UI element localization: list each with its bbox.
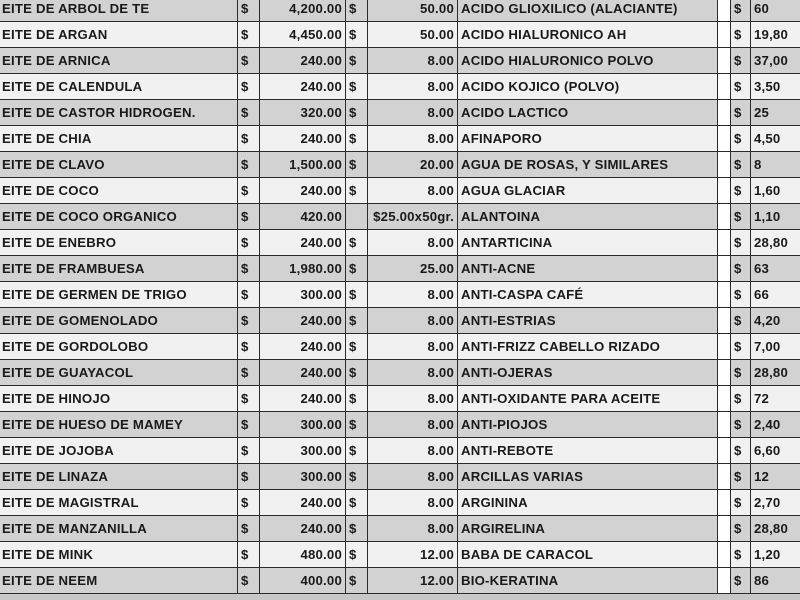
left-price-value: 320.00 (260, 100, 346, 126)
right-price-currency: $ (731, 516, 751, 542)
column-gap (718, 230, 731, 256)
left-price-currency: $ (238, 256, 260, 282)
left-product-name: EITE DE MINK (0, 542, 238, 568)
left-small-price-value: 50.00 (368, 22, 458, 48)
left-small-price-value: 8.00 (368, 74, 458, 100)
left-small-price-value: 8.00 (368, 48, 458, 74)
right-product-name: ALANTOINA (458, 204, 718, 230)
right-price-currency: $ (731, 568, 751, 594)
left-small-currency: $ (346, 22, 368, 48)
right-price-currency: $ (731, 464, 751, 490)
left-small-currency: $ (346, 490, 368, 516)
left-product-name: EITE DE MANZANILLA (0, 516, 238, 542)
right-product-name: ANTARTICINA (458, 230, 718, 256)
left-small-currency: $ (346, 282, 368, 308)
right-price-value: 7,00 (751, 334, 800, 360)
left-small-price-value: 8.00 (368, 360, 458, 386)
left-price-value: 300.00 (260, 438, 346, 464)
left-product-name: EITE DE ARGAN (0, 22, 238, 48)
left-small-price-value: 8.00 (368, 386, 458, 412)
table-row (0, 516, 800, 542)
left-small-price-value: 20.00 (368, 152, 458, 178)
column-gap (718, 334, 731, 360)
left-price-currency: $ (238, 360, 260, 386)
right-product-name: ARGIRELINA (458, 516, 718, 542)
left-small-currency: $ (346, 438, 368, 464)
left-price-currency: $ (238, 48, 260, 74)
left-product-name: EITE DE CALENDULA (0, 74, 238, 100)
left-price-currency: $ (238, 464, 260, 490)
left-price-value: 240.00 (260, 308, 346, 334)
right-price-currency: $ (731, 490, 751, 516)
right-price-currency: $ (731, 386, 751, 412)
right-price-value: 25 (751, 100, 800, 126)
left-small-price-value: 8.00 (368, 334, 458, 360)
table-row (0, 360, 800, 386)
left-price-currency: $ (238, 230, 260, 256)
left-small-currency: $ (346, 334, 368, 360)
right-price-value: 1,10 (751, 204, 800, 230)
left-price-value: 240.00 (260, 360, 346, 386)
left-small-price-value: 8.00 (368, 282, 458, 308)
left-small-price-value: 8.00 (368, 464, 458, 490)
left-price-currency: $ (238, 100, 260, 126)
left-price-currency: $ (238, 412, 260, 438)
right-price-value: 86 (751, 568, 800, 594)
left-small-price-value: 8.00 (368, 490, 458, 516)
left-price-currency: $ (238, 0, 260, 22)
left-price-currency: $ (238, 568, 260, 594)
left-price-currency: $ (238, 308, 260, 334)
column-gap (718, 568, 731, 594)
right-price-currency: $ (731, 74, 751, 100)
left-price-currency: $ (238, 438, 260, 464)
left-small-price-value: $25.00x50gr. (368, 204, 458, 230)
table-row (0, 438, 800, 464)
left-price-value: 240.00 (260, 178, 346, 204)
left-price-currency: $ (238, 178, 260, 204)
column-gap (718, 464, 731, 490)
column-gap (718, 360, 731, 386)
left-product-name: EITE DE CASTOR HIDROGEN. (0, 100, 238, 126)
column-gap (718, 100, 731, 126)
right-product-name: ACIDO KOJICO (POLVO) (458, 74, 718, 100)
right-product-name: BABA DE CARACOL (458, 542, 718, 568)
left-price-currency: $ (238, 22, 260, 48)
left-product-name: EITE DE FRAMBUESA (0, 256, 238, 282)
right-price-value: 28,80 (751, 230, 800, 256)
left-small-currency: $ (346, 152, 368, 178)
right-product-name: ANTI-CASPA CAFÉ (458, 282, 718, 308)
column-gap (718, 516, 731, 542)
left-product-name: EITE DE JOJOBA (0, 438, 238, 464)
left-price-currency: $ (238, 386, 260, 412)
left-product-name: EITE DE GERMEN DE TRIGO (0, 282, 238, 308)
left-price-currency: $ (238, 282, 260, 308)
column-gap (718, 412, 731, 438)
table-row (0, 152, 800, 178)
left-small-price-value: 8.00 (368, 178, 458, 204)
left-price-currency: $ (238, 74, 260, 100)
table-row (0, 126, 800, 152)
right-product-name: ACIDO GLIOXILICO (ALACIANTE) (458, 0, 718, 22)
left-product-name: EITE DE GOMENOLADO (0, 308, 238, 334)
left-small-currency: $ (346, 126, 368, 152)
left-price-value: 4,200.00 (260, 0, 346, 22)
right-price-currency: $ (731, 542, 751, 568)
column-gap (718, 0, 731, 22)
table-row (0, 230, 800, 256)
left-small-currency: $ (346, 542, 368, 568)
right-price-currency: $ (731, 178, 751, 204)
right-price-currency: $ (731, 256, 751, 282)
left-small-currency: $ (346, 0, 368, 22)
left-small-price-value: 8.00 (368, 230, 458, 256)
right-product-name: ANTI-FRIZZ CABELLO RIZADO (458, 334, 718, 360)
left-product-name: EITE DE NEEM (0, 568, 238, 594)
left-small-currency: $ (346, 308, 368, 334)
right-product-name: ACIDO HIALURONICO POLVO (458, 48, 718, 74)
left-product-name: EITE DE ARNICA (0, 48, 238, 74)
right-product-name: AGUA DE ROSAS, Y SIMILARES (458, 152, 718, 178)
column-gap (718, 74, 731, 100)
column-gap (718, 256, 731, 282)
column-gap (718, 126, 731, 152)
right-product-name: AFINAPORO (458, 126, 718, 152)
table-row (0, 204, 800, 230)
column-gap (718, 308, 731, 334)
right-price-value: 6,60 (751, 438, 800, 464)
left-small-price-value: 8.00 (368, 126, 458, 152)
left-small-currency: $ (346, 74, 368, 100)
right-price-value: 12 (751, 464, 800, 490)
right-price-value: 2,70 (751, 490, 800, 516)
left-small-price-value: 12.00 (368, 568, 458, 594)
left-small-currency: $ (346, 516, 368, 542)
right-product-name: AGUA GLACIAR (458, 178, 718, 204)
table-row (0, 100, 800, 126)
left-price-value: 4,450.00 (260, 22, 346, 48)
right-price-value: 28,80 (751, 516, 800, 542)
right-product-name: ACIDO HIALURONICO AH (458, 22, 718, 48)
table-row (0, 386, 800, 412)
left-small-price-value: 8.00 (368, 516, 458, 542)
right-price-value: 4,20 (751, 308, 800, 334)
table-row (0, 282, 800, 308)
table-row (0, 412, 800, 438)
table-row (0, 74, 800, 100)
left-price-value: 240.00 (260, 334, 346, 360)
left-price-value: 480.00 (260, 542, 346, 568)
column-gap (718, 48, 731, 74)
table-row (0, 568, 800, 594)
right-product-name: ANTI-ACNE (458, 256, 718, 282)
right-price-currency: $ (731, 438, 751, 464)
right-price-currency: $ (731, 282, 751, 308)
right-product-name: ARGININA (458, 490, 718, 516)
left-small-price-value: 50.00 (368, 0, 458, 22)
left-price-value: 240.00 (260, 490, 346, 516)
column-gap (718, 204, 731, 230)
left-product-name: EITE DE GUAYACOL (0, 360, 238, 386)
left-price-value: 420.00 (260, 204, 346, 230)
left-price-currency: $ (238, 542, 260, 568)
right-price-value: 1,20 (751, 542, 800, 568)
table-row (0, 48, 800, 74)
left-price-value: 240.00 (260, 48, 346, 74)
right-price-currency: $ (731, 48, 751, 74)
table-row (0, 22, 800, 48)
right-price-currency: $ (731, 308, 751, 334)
left-price-value: 240.00 (260, 126, 346, 152)
table-row (0, 256, 800, 282)
left-small-currency: $ (346, 386, 368, 412)
left-small-currency: $ (346, 412, 368, 438)
left-price-value: 1,980.00 (260, 256, 346, 282)
left-small-price-value: 8.00 (368, 308, 458, 334)
column-gap (718, 386, 731, 412)
left-product-name: EITE DE GORDOLOBO (0, 334, 238, 360)
table-row (0, 334, 800, 360)
right-price-currency: $ (731, 360, 751, 386)
right-price-currency: $ (731, 230, 751, 256)
column-gap (718, 438, 731, 464)
right-price-value: 72 (751, 386, 800, 412)
right-price-value: 4,50 (751, 126, 800, 152)
right-price-value: 37,00 (751, 48, 800, 74)
left-small-currency: $ (346, 568, 368, 594)
table-row (0, 308, 800, 334)
right-price-value: 2,40 (751, 412, 800, 438)
left-price-value: 240.00 (260, 230, 346, 256)
left-small-currency: $ (346, 256, 368, 282)
column-gap (718, 22, 731, 48)
left-price-value: 300.00 (260, 464, 346, 490)
left-price-currency: $ (238, 152, 260, 178)
left-small-price-value: 8.00 (368, 412, 458, 438)
left-price-value: 240.00 (260, 516, 346, 542)
left-price-currency: $ (238, 490, 260, 516)
left-product-name: EITE DE ARBOL DE TE (0, 0, 238, 22)
right-price-currency: $ (731, 100, 751, 126)
right-price-value: 3,50 (751, 74, 800, 100)
left-price-value: 300.00 (260, 282, 346, 308)
left-product-name: EITE DE CHIA (0, 126, 238, 152)
left-small-price-value: 25.00 (368, 256, 458, 282)
left-price-value: 240.00 (260, 386, 346, 412)
table-row (0, 490, 800, 516)
left-price-currency: $ (238, 516, 260, 542)
left-small-currency: $ (346, 230, 368, 256)
left-product-name: EITE DE MAGISTRAL (0, 490, 238, 516)
right-price-value: 60 (751, 0, 800, 22)
left-small-currency (346, 204, 368, 230)
column-gap (718, 152, 731, 178)
left-price-currency: $ (238, 126, 260, 152)
left-price-currency: $ (238, 334, 260, 360)
left-price-currency: $ (238, 204, 260, 230)
left-small-currency: $ (346, 464, 368, 490)
right-product-name: BIO-KERATINA (458, 568, 718, 594)
right-price-value: 8 (751, 152, 800, 178)
left-price-value: 1,500.00 (260, 152, 346, 178)
table-row (0, 542, 800, 568)
right-price-value: 66 (751, 282, 800, 308)
column-gap (718, 282, 731, 308)
left-price-value: 400.00 (260, 568, 346, 594)
right-price-currency: $ (731, 334, 751, 360)
left-product-name: EITE DE CLAVO (0, 152, 238, 178)
left-price-value: 300.00 (260, 412, 346, 438)
left-small-currency: $ (346, 48, 368, 74)
right-price-value: 19,80 (751, 22, 800, 48)
right-price-currency: $ (731, 152, 751, 178)
right-product-name: ANTI-REBOTE (458, 438, 718, 464)
left-product-name: EITE DE LINAZA (0, 464, 238, 490)
left-product-name: EITE DE COCO (0, 178, 238, 204)
column-gap (718, 178, 731, 204)
left-small-price-value: 8.00 (368, 100, 458, 126)
right-product-name: ACIDO LACTICO (458, 100, 718, 126)
left-product-name: EITE DE COCO ORGANICO (0, 204, 238, 230)
left-small-currency: $ (346, 100, 368, 126)
right-product-name: ARCILLAS VARIAS (458, 464, 718, 490)
left-small-price-value: 8.00 (368, 438, 458, 464)
column-gap (718, 542, 731, 568)
column-gap (718, 490, 731, 516)
left-product-name: EITE DE HINOJO (0, 386, 238, 412)
right-product-name: ANTI-OXIDANTE PARA ACEITE (458, 386, 718, 412)
table-row (0, 0, 800, 22)
right-product-name: ANTI-OJERAS (458, 360, 718, 386)
left-price-value: 240.00 (260, 74, 346, 100)
right-product-name: ANTI-PIOJOS (458, 412, 718, 438)
right-price-value: 28,80 (751, 360, 800, 386)
right-price-value: 63 (751, 256, 800, 282)
left-small-currency: $ (346, 178, 368, 204)
right-price-currency: $ (731, 0, 751, 22)
right-price-currency: $ (731, 204, 751, 230)
right-price-currency: $ (731, 22, 751, 48)
right-price-currency: $ (731, 126, 751, 152)
left-small-price-value: 12.00 (368, 542, 458, 568)
table-row (0, 178, 800, 204)
left-small-currency: $ (346, 360, 368, 386)
left-product-name: EITE DE ENEBRO (0, 230, 238, 256)
right-price-value: 1,60 (751, 178, 800, 204)
right-product-name: ANTI-ESTRIAS (458, 308, 718, 334)
table-row (0, 464, 800, 490)
right-price-currency: $ (731, 412, 751, 438)
left-product-name: EITE DE HUESO DE MAMEY (0, 412, 238, 438)
